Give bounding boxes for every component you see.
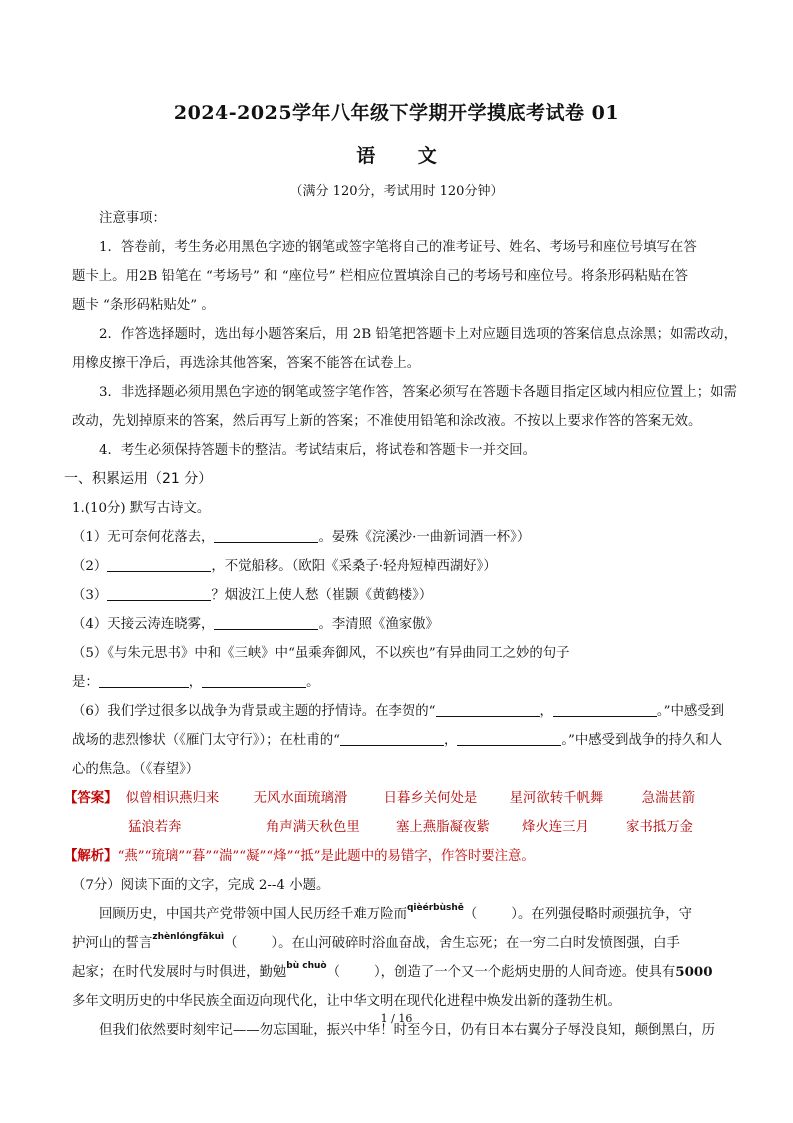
answer-row-1 bbox=[64, 784, 732, 813]
notice-item-3a: 3．非选择题必须用黑色字迹的钢笔或签字笔作答，答案必须写在答题卡各题目指定区域内相应位置上；如需 bbox=[99, 385, 737, 400]
score-note: （满分 120分，考试用时 120分钟） bbox=[289, 184, 504, 199]
answer-item: 猛浪若奔 bbox=[128, 820, 182, 835]
q1-1-suffix: 。晏殊《浣溪沙·一曲新词酒一杯》） bbox=[318, 530, 531, 545]
answer-blank[interactable] bbox=[340, 729, 444, 746]
notice-item-1a: 1．答卷前，考生务必用黑色字迹的钢笔或签字笔将自己的准考证号、姓名、考场号和座位号填写在答 bbox=[99, 240, 697, 255]
q1-6-line2-prefix: 战场的悲烈惨状（《雁门太守行》）；在杜甫的“ bbox=[72, 733, 340, 748]
answer-blank[interactable] bbox=[107, 555, 211, 572]
question-1-6a bbox=[72, 697, 732, 726]
subject-title: 语 文 bbox=[356, 145, 455, 167]
answer-blank[interactable] bbox=[214, 613, 318, 630]
page-title: 2024-2025学年八年级下学期开学摸底考试卷 01 bbox=[173, 102, 620, 124]
q1-2-prefix: （2） bbox=[72, 559, 108, 574]
answer-item: 家书抵万金 bbox=[626, 820, 693, 835]
passage-text: ）。在山河破碎时浴血奋战，舍生忘死；在一穷二白时发愤图强，白手 bbox=[271, 936, 680, 951]
q1-5-prefix: 是： bbox=[72, 675, 99, 690]
passage-line-2 bbox=[72, 929, 732, 958]
q1-4-suffix: 。李清照《渔家傲》 bbox=[318, 617, 439, 632]
pinyin-hint: bù chuò bbox=[286, 961, 327, 971]
answer-item: 急湍甚箭 bbox=[641, 791, 696, 806]
passage-text: 起家；在时代发展时与时俱进，勤勉 bbox=[72, 965, 287, 980]
analysis-tag: 【解析】 bbox=[64, 848, 118, 864]
notice-heading: 注意事项： bbox=[99, 211, 166, 226]
passage-line-1 bbox=[72, 900, 732, 929]
notice-item-1c: 题卡 “条形码粘贴处” 。 bbox=[72, 298, 215, 313]
exam-content bbox=[64, 204, 737, 1045]
answer-tag: 【答案】 bbox=[64, 790, 118, 806]
notice-item-2b: 用橡皮擦干净后，再选涂其他答案，答案不能答在试卷上。 bbox=[72, 356, 421, 371]
question-1-6b bbox=[72, 726, 732, 755]
paren-open: （ bbox=[463, 907, 478, 922]
passage-line-4: 多年文明历史的中华民族全面迈向现代化，让中华文明在现代化进程中焕发出新的蓬勃生机。 bbox=[72, 994, 622, 1009]
paren-open: （ bbox=[224, 936, 238, 951]
passage-line-3 bbox=[72, 958, 732, 987]
pinyin-hint: zhènlóngfākuì bbox=[152, 932, 225, 942]
answer-blank[interactable] bbox=[457, 729, 561, 746]
passage-text: ），创造了一个又一个彪炳史册的人间奇迹。使具有 bbox=[373, 965, 676, 980]
paren-open: （ bbox=[326, 965, 340, 980]
answer-blank[interactable] bbox=[436, 700, 540, 717]
answer-row-2 bbox=[72, 813, 732, 842]
answer-item: 星河欲转千帆舞 bbox=[509, 791, 604, 806]
q1-6-line2-comma: ， bbox=[443, 733, 458, 748]
section-heading: 一、积累运用（21 分） bbox=[64, 471, 213, 487]
question-1-1 bbox=[72, 523, 732, 552]
passage-line-5: 但我们依然要时刻牢记——勿忘国耻，振兴中华！时至今日，仍有日本右翼分子辱没良知，颠倒黑白，历 bbox=[99, 1023, 715, 1038]
passage-intro: （7分）阅读下面的文字，完成 2--4 小题。 bbox=[72, 878, 330, 893]
passage-text: 回顾历史，中国共产党带领中国人民历经千难万险而 bbox=[99, 907, 407, 922]
q1-2-suffix: ，不觉船移。（欧阳《采桑子·轻舟短棹西湖好》） bbox=[211, 559, 497, 574]
q1-6-line2-suffix: 。”中感受到战争的持久和人 bbox=[561, 733, 723, 748]
answer-blank[interactable] bbox=[107, 584, 211, 601]
answer-item: 塞上燕脂凝夜紫 bbox=[396, 820, 490, 835]
question-1-label: 1.(10分) 默写古诗文。 bbox=[72, 501, 211, 516]
answer-item: 烽火连三月 bbox=[522, 820, 589, 835]
notice-item-1b: 题卡上。用2B 铅笔在 “考场号” 和 “座位号” 栏相应位置填涂自己的考场号和座位号。将条形码粘贴在答 bbox=[72, 269, 689, 284]
q1-5-end: 。 bbox=[306, 675, 320, 690]
analysis-text: “燕”“琉璃”“暮”“湍”“凝”“烽”“抵”是此题中的易错字，作答时要注意。 bbox=[117, 849, 535, 864]
q1-6-suffix: 。”中感受到 bbox=[656, 704, 725, 719]
question-1-2 bbox=[72, 552, 732, 581]
page-number: 1 / 16 bbox=[380, 1012, 413, 1025]
answer-blank[interactable] bbox=[214, 526, 318, 543]
question-1-5b bbox=[72, 668, 732, 697]
q1-4-prefix: （4）天接云涛连晓雾， bbox=[72, 617, 215, 632]
passage-number: 5000 bbox=[675, 964, 713, 980]
notice-item-2a: 2．作答选择题时，选出每小题答案后，用 2B 铅笔把答题卡上对应题目选项的答案信息点涂黑；如需改动， bbox=[99, 327, 737, 342]
answer-item: 日暮乡关何处是 bbox=[383, 791, 478, 806]
answer-item: 无风水面琉璃滑 bbox=[253, 791, 348, 806]
pinyin-hint: qièérbùshě bbox=[406, 903, 464, 913]
q1-6-prefix: （6）我们学过很多以战争为背景或主题的抒情诗。在李贺的“ bbox=[72, 704, 436, 719]
analysis-line bbox=[64, 842, 732, 871]
question-1-4 bbox=[72, 610, 732, 639]
notice-item-3b: 改动，先划掉原来的答案，然后再写上新的答案；不准使用铅笔和涂改液。不按以上要求作答的答案无效。 bbox=[72, 414, 702, 429]
q1-3-prefix: （3） bbox=[72, 588, 108, 603]
q1-5-comma: ， bbox=[188, 675, 203, 690]
question-1-5a: （5）《与朱元思书》中和《三峡》中“虽乘奔御风，不以疾也”有异曲同工之妙的句子 bbox=[72, 646, 570, 661]
question-1-6c: 心的焦急。（《春望》） bbox=[72, 762, 200, 777]
passage-text: ）。在列强侵略时顽强抗争，守 bbox=[511, 907, 693, 922]
notice-item-4: 4．考生必须保持答题卡的整洁。考试结束后，将试卷和答题卡一并交回。 bbox=[99, 443, 537, 458]
answer-blank[interactable] bbox=[553, 700, 657, 717]
answer-item: 角声满天秋色里 bbox=[266, 820, 360, 835]
answer-item: 似曾相识燕归来 bbox=[125, 791, 220, 806]
q1-1-prefix: （1）无可奈何花落去， bbox=[72, 530, 215, 545]
answer-blank[interactable] bbox=[202, 671, 306, 688]
q1-3-suffix: ？烟波江上使人愁（崔颢《黄鹤楼》） bbox=[211, 588, 433, 603]
answer-blank[interactable] bbox=[99, 671, 189, 688]
q1-6-comma: ， bbox=[539, 704, 553, 719]
question-1-3 bbox=[72, 581, 732, 610]
passage-text: 护河山的誓言 bbox=[72, 936, 153, 951]
